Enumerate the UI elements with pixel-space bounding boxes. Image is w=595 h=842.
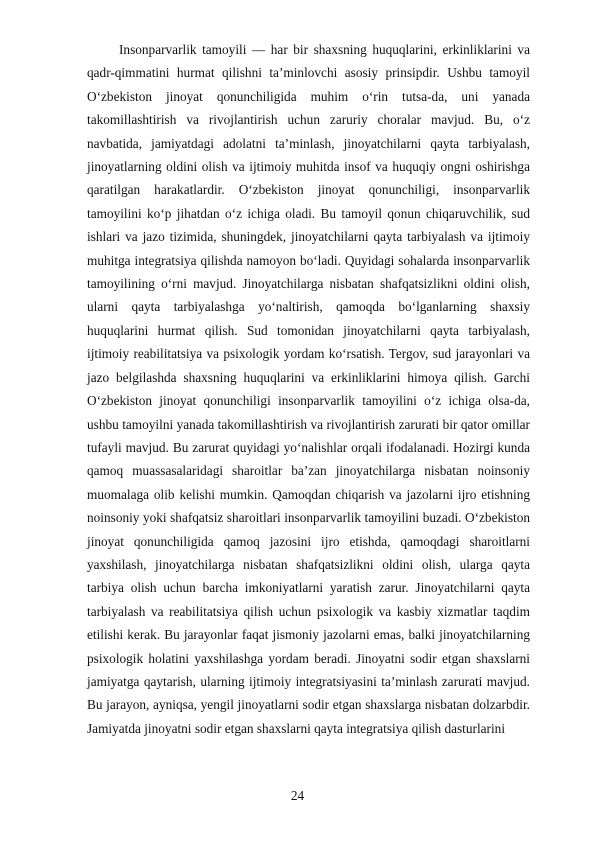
body-paragraph: Insonparvarlik tamoyili — har bir shaxsning huquqlarini, erkinliklarini va qadr-qimmatini hurmat qilishni taʼminlovchi asosiy prinsipdir. Ushbu tamoyil Oʻzbekiston jinoyat qonunchiligida muhim oʻrin tutsa-da, uni yanada takomillashtirish va rivojlantirish uchun zaruriy choralar mavjud. Bu, oʻz navbatida, jamiyatdagi adolatni taʼminlash, jinoyatchilarni qayta tarbiyalash, jinoyatlarning oldini olish va ijtimoiy muhitda insof va huquqiy ongni oshirishga qaratilgan harakatlardir. Oʻzbekiston jinoyat qonunchiligi, insonparvarlik tamoyilini koʻp jihatdan oʻz ichiga oladi. Bu tamoyil qonun chiqaruvchilik, sud ishlari va jazo tizimida, shuningdek, jinoyatchilarni qayta tarbiyalash va ijtimoiy muhitga integratsiya qilishda namoyon boʻladi. Quyidagi sohalarda insonparvarlik tamoyilining oʻrni mavjud. Jinoyatchilarga nisbatan shafqatsizlikni oldini olish, ularni qayta tarbiyalashga yoʻnaltirish, qamoqda boʻlganlarning shaxsiy huquqlarini hurmat qilish. Sud tomonidan jinoyatchilarni qayta tarbiyalash, ijtimoiy reabilitatsiya va psixologik yordam koʻrsatish. Tergov, sud jarayonlari va jazo belgilashda shaxsning huquqlarini va erkinliklarini himoya qilish. Garchi Oʻzbekiston jinoyat qonunchiligi insonparvarlik tamoyilini oʻz ichiga olsa-da, ushbu tamoyilni yanada takomillashtirish va rivojlantirish zarurati bir qator omillar tufayli mavjud. Bu zarurat quyidagi yoʻnalishlar orqali ifodalanadi. Hozirgi kunda qamoq muassasalaridagi sharoitlar baʼzan jinoyatchilarga nisbatan noinsoniy muomalaga olib kelishi mumkin. Qamoqdan chiqarish va jazolarni ijro etishning noinsoniy yoki shafqatsiz sharoitlari insonparvarlik tamoyilini buzadi. Oʻzbekiston jinoyat qonunchiligida qamoq jazosini ijro etishda, qamoqdagi sharoitlarni yaxshilash, jinoyatchilarga nisbatan shafqatsizlikni oldini olish, ularga qayta tarbiya olish uchun barcha imkoniyatlarni yaratish zarur. Jinoyatchilarni qayta tarbiyalash va reabilitatsiya qilish uchun psixologik va kasbiy xizmatlar taqdim etilishi kerak. Bu jarayonlar faqat jismoniy jazolarni emas, balki jinoyatchilarning psixologik holatini yaxshilashga yordam beradi. Jinoyatni sodir etgan shaxslarni jamiyatga qaytarish, ularning ijtimoiy integratsiyasini taʼminlash zarurati mavjud. Bu jarayon, ayniqsa, yengil jinoyatlarni sodir etgan shaxslarga nisbatan dolzarbdir. Jamiyatda jinoyatni sodir etgan shaxslarni qayta integratsiya qilish dasturlarini	[87, 42, 530, 736]
page-number: 24	[290, 788, 305, 803]
